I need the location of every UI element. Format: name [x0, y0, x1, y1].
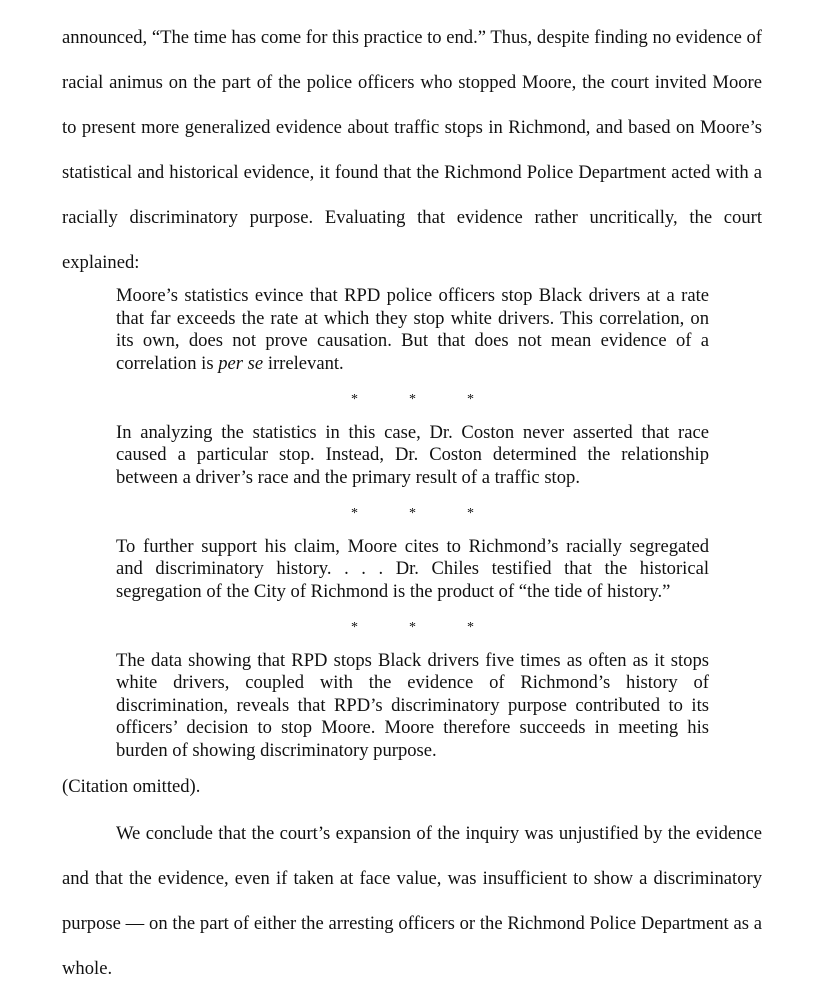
ellipsis-asterisks-2 [116, 503, 709, 526]
quote-block-1-text-b: irrelevant. [263, 352, 344, 374]
block-quote [116, 285, 709, 762]
asterisk: * [467, 392, 474, 407]
quote-block-3: To further support his claim, Moore cites to Richmond’s racially segregated and discriminatory history. . . . Dr. Chiles testified that the historical segregation of the City of Richmond is the product of “the tide of history.” [116, 535, 709, 602]
citation-note: (Citation omitted). [62, 776, 201, 797]
body-paragraph-1: announced, “The time has come for this practice to end.” Thus, despite finding no evidence of racial animus on the part of the police officers who stopped Moore, the court invited Moore to present more generalized evidence about traffic stops in Richmond, and based on Moore’s statistical and historical evidence, it found that the Richmond Police Department acted with a racially discriminatory purpose. Evaluating that evidence rather uncritically, the court explained: [62, 27, 762, 273]
asterisk: * [467, 506, 474, 521]
asterisk: * [351, 506, 358, 521]
quote-block-2: In analyzing the statistics in this case, Dr. Coston never asserted that race caused a particular stop. Instead, Dr. Coston determined the relationship between a driver’s race and the primary result of a traffic stop. [116, 421, 709, 488]
body-paragraph-2: We conclude that the court’s expansion of the inquiry was unjustified by the evidence and that the evidence, even if taken at face value, was insufficient to show a discriminatory purpose — on the part of either the arresting officers or the Richmond Police Department as a whole. [62, 822, 762, 979]
quote-block-4: The data showing that RPD stops Black drivers five times as often as it stops white drivers, coupled with the evidence of Richmond’s history of discrimination, reveals that RPD’s discriminatory purpose contributed to its officers’ decision to stop Moore. Moore therefore succeeds in meeting his burden of showing discriminatory purpose. [116, 649, 709, 761]
quote-block-1-text-a: Moore’s statistics evince that RPD police officers stop Black drivers at a rate that far exceeds the rate at which they stop white drivers. This correlation, on its own, does not prove causation. But that does not mean evidence of a correlation is [116, 285, 709, 374]
quote-block-1-italic: per se [218, 352, 264, 374]
quote-block-1 [116, 285, 709, 375]
ellipsis-asterisks-1 [116, 389, 709, 412]
asterisk: * [409, 620, 416, 635]
document-page [62, 0, 762, 991]
asterisk: * [351, 620, 358, 635]
asterisk: * [409, 506, 416, 521]
ellipsis-asterisks-3 [116, 617, 709, 640]
asterisk: * [409, 392, 416, 407]
asterisk: * [351, 392, 358, 407]
asterisk: * [467, 620, 474, 635]
